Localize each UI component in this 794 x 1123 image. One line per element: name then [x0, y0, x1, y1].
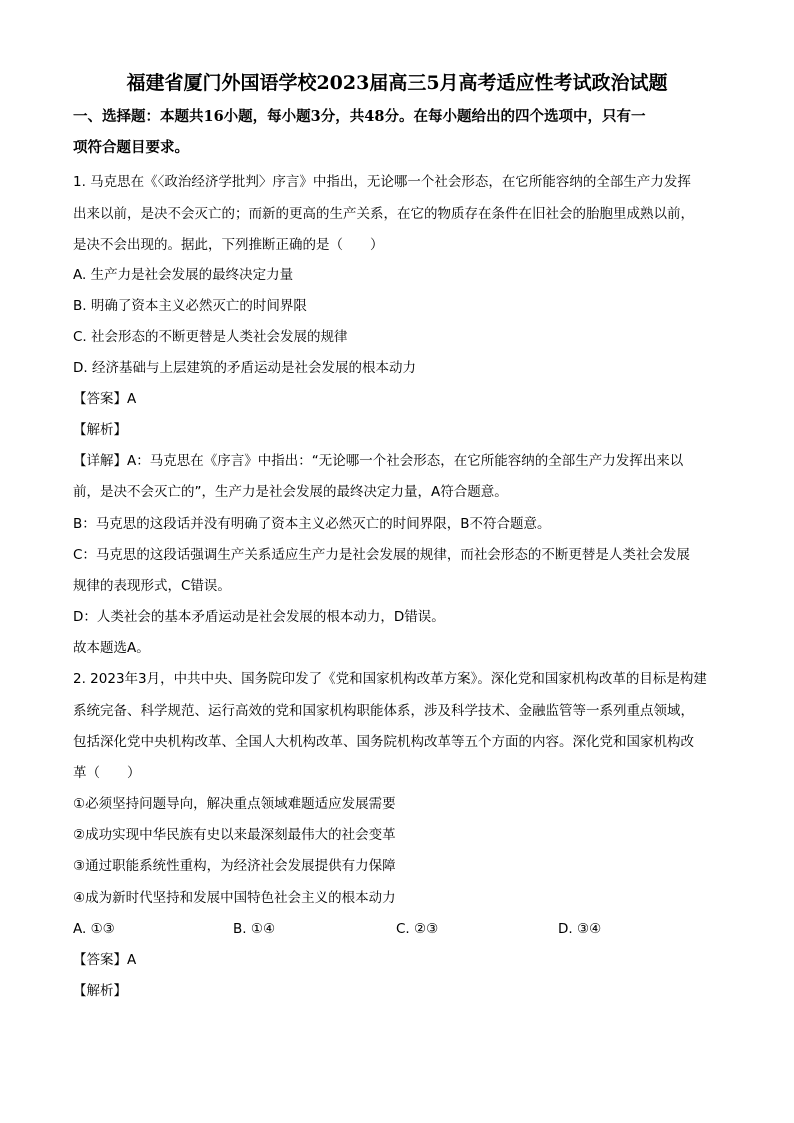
q1-detail-line-5: 规律的表现形式，C错误。 — [73, 578, 231, 594]
q1-option-b: B. 明确了资本主义必然灭亡的时间界限 — [73, 298, 307, 314]
q1-detail-line-4: C：马克思的这段话强调生产关系适应生产力是社会发展的规律，而社会形态的不断更替是人类社会发展 — [73, 547, 690, 563]
q1-analysis-label: 【解析】 — [73, 422, 127, 438]
q2-choice-d: D. ③④ — [558, 921, 602, 937]
q1-answer: 【答案】A — [73, 391, 137, 407]
q1-option-c: C. 社会形态的不断更替是人类社会发展的规律 — [73, 329, 348, 345]
q1-detail-line-6: D：人类社会的基本矛盾运动是社会发展的根本动力，D错误。 — [73, 609, 445, 625]
q2-stem-line-4: 革（ ） — [73, 765, 141, 781]
q1-stem-line-3: 是决不会出现的。据此，下列推断正确的是（ ） — [73, 237, 384, 253]
q2-item-4: ④成为新时代坚持和发展中国特色社会主义的根本动力 — [73, 890, 396, 906]
q1-detail-line-7: 故本题选A。 — [73, 640, 150, 656]
q2-stem-line-1: 2. 2023年3月，中共中央、国务院印发了《党和国家机构改革方案》。深化党和国家机构改革的目标是构建 — [73, 671, 707, 687]
section-heading-line-2: 项符合题目要求。 — [73, 139, 189, 156]
q1-option-d: D. 经济基础与上层建筑的矛盾运动是社会发展的根本动力 — [73, 360, 416, 376]
q1-detail-line-3: B：马克思的这段话并没有明确了资本主义必然灭亡的时间界限，B不符合题意。 — [73, 516, 551, 532]
q2-stem-line-3: 包括深化党中央机构改革、全国人大机构改革、国务院机构改革等五个方面的内容。深化党和国家机构改 — [73, 734, 694, 750]
q2-choice-a: A. ①③ — [73, 921, 115, 937]
q1-detail-line-1: 【详解】A：马克思在《序言》中指出：“无论哪一个社会形态，在它所能容纳的全部生产力发挥出来以 — [73, 453, 684, 469]
q2-choice-b: B. ①④ — [233, 921, 276, 937]
q2-answer: 【答案】A — [73, 952, 137, 968]
q2-analysis-label: 【解析】 — [73, 983, 127, 999]
q2-stem-line-2: 系统完备、科学规范、运行高效的党和国家机构职能体系，涉及科学技术、金融监管等一系列重点领域， — [73, 703, 694, 719]
q2-item-2: ②成功实现中华民族有史以来最深刻最伟大的社会变革 — [73, 827, 396, 843]
q1-stem-line-2: 出来以前，是决不会灭亡的；而新的更高的生产关系，在它的物质存在条件在旧社会的胎胞里成熟以前， — [73, 206, 694, 222]
q1-option-a: A. 生产力是社会发展的最终决定力量 — [73, 267, 294, 283]
q2-item-3: ③通过职能系统性重构，为经济社会发展提供有力保障 — [73, 858, 396, 874]
q2-choice-c: C. ②③ — [396, 921, 439, 937]
q1-stem-line-1: 1. 马克思在《〈政治经济学批判〉序言》中指出，无论哪一个社会形态，在它所能容纳的全部生产力发挥 — [73, 174, 691, 190]
section-heading-line-1: 一、选择题：本题共16小题，每小题3分，共48分。在每小题给出的四个选项中，只有一 — [73, 108, 646, 125]
q2-item-1: ①必须坚持问题导向，解决重点领域难题适应发展需要 — [73, 796, 396, 812]
page-title: 福建省厦门外国语学校2023届高三5月高考适应性考试政治试题 — [126, 72, 668, 94]
q1-detail-line-2: 前，是决不会灭亡的”，生产力是社会发展的最终决定力量，A符合题意。 — [73, 484, 508, 500]
